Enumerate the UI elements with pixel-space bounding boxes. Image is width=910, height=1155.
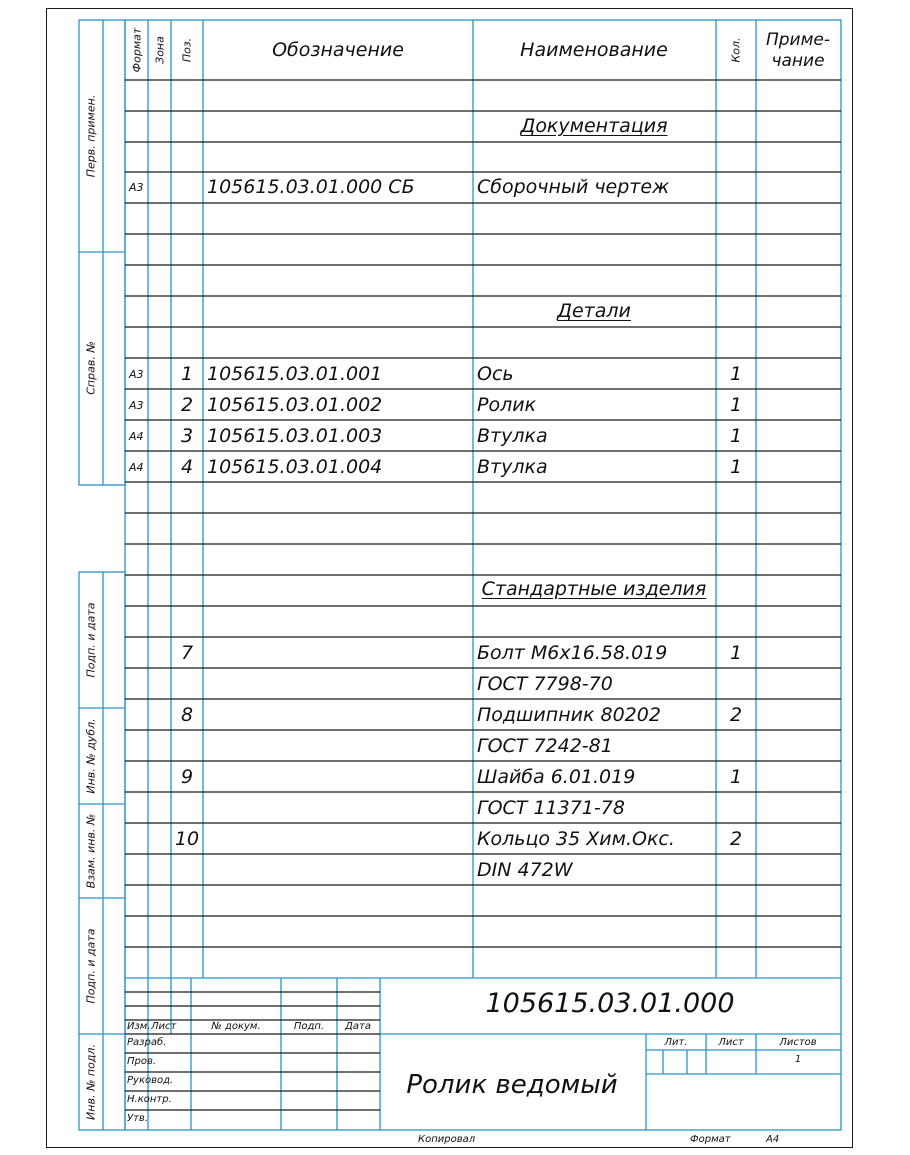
- row-name: Сборочный чертеж: [477, 176, 670, 198]
- tb-role: Пров.: [127, 1056, 157, 1067]
- tb-role: Утв.: [127, 1113, 148, 1124]
- row-qty: 1: [729, 363, 743, 385]
- row-name: ГОСТ 7242-81: [477, 735, 613, 757]
- row-pos: 1: [180, 363, 194, 385]
- footer-format-value: А4: [766, 1134, 780, 1145]
- row-qty: 2: [729, 704, 743, 726]
- tb-sheets: Листов: [779, 1037, 817, 1048]
- row-name: DIN 472W: [477, 859, 573, 881]
- section-standard: Стандартные изделия: [481, 578, 707, 600]
- drawing-title: Ролик ведомый: [406, 1070, 618, 1100]
- header-format: Формат: [130, 27, 144, 73]
- row-name: ГОСТ 7798-70: [477, 673, 613, 695]
- header-designation: Обозначение: [272, 39, 404, 61]
- header-name: Наименование: [520, 39, 668, 61]
- row-format: А3: [129, 399, 144, 412]
- tb-role: Руковод.: [127, 1075, 174, 1086]
- row-qty: 1: [729, 642, 743, 664]
- row-designation: 105615.03.01.000 СБ: [207, 176, 415, 198]
- row-name: Кольцо 35 Хим.Окс.: [477, 828, 675, 850]
- tb-col-doc-no: № докум.: [211, 1021, 261, 1032]
- header-note-2: чание: [771, 51, 825, 71]
- header-zone: Зона: [153, 36, 167, 64]
- footer-copied: Копировал: [418, 1134, 476, 1145]
- row-designation: 105615.03.01.001: [207, 363, 383, 385]
- margin-sign-date-2: Подп. и дата: [84, 928, 98, 1004]
- row-name: Болт М6х16.58.019: [477, 642, 668, 664]
- row-name: Ролик: [477, 394, 537, 416]
- row-pos: 8: [180, 704, 194, 726]
- row-format: А3: [129, 368, 144, 381]
- margin-replaces-inv: Взам. инв. №: [84, 813, 98, 889]
- margin-orig-inv: Инв. № подл.: [84, 1044, 98, 1120]
- tb-col-sheet: Лист: [151, 1021, 177, 1032]
- row-qty: 1: [729, 394, 743, 416]
- doc-number: 105615.03.01.000: [485, 988, 735, 1019]
- tb-col-date: Дата: [345, 1021, 371, 1032]
- tb-role: Н.контр.: [127, 1094, 172, 1105]
- row-qty: 2: [729, 828, 743, 850]
- row-format: А4: [129, 430, 144, 443]
- row-format: А3: [129, 181, 144, 194]
- row-pos: 4: [180, 456, 194, 478]
- tb-sheets-value: 1: [794, 1054, 802, 1065]
- row-qty: 1: [729, 766, 743, 788]
- row-pos: 10: [174, 828, 200, 850]
- row-pos: 7: [180, 642, 194, 664]
- margin-primary-use: Перв. примен.: [84, 94, 98, 178]
- row-qty: 1: [729, 456, 743, 478]
- tb-col-change: Изм.: [127, 1021, 151, 1032]
- header-pos: Поз.: [180, 37, 194, 63]
- tb-role: Разраб.: [127, 1037, 167, 1048]
- row-designation: 105615.03.01.004: [207, 456, 383, 478]
- tb-lit: Лит.: [664, 1037, 688, 1048]
- row-pos: 9: [180, 766, 194, 788]
- row-pos: 2: [180, 394, 194, 416]
- footer-format-label: Формат: [690, 1134, 731, 1145]
- tb-col-sign: Подп.: [293, 1021, 325, 1032]
- row-name: ГОСТ 11371-78: [477, 797, 625, 819]
- tb-sheet: Лист: [718, 1037, 744, 1048]
- section-parts: Детали: [557, 300, 631, 322]
- row-qty: 1: [729, 425, 743, 447]
- row-name: Втулка: [477, 456, 548, 478]
- margin-ref-no: Справ. №: [84, 341, 98, 395]
- section-documentation: Документация: [520, 115, 668, 137]
- row-name: Ось: [477, 363, 514, 385]
- margin-sign-date-1: Подп. и дата: [84, 602, 98, 678]
- row-designation: 105615.03.01.002: [207, 394, 383, 416]
- row-designation: 105615.03.01.003: [207, 425, 383, 447]
- row-name: Шайба 6.01.019: [477, 766, 636, 788]
- row-pos: 3: [180, 425, 194, 447]
- row-name: Подшипник 80202: [477, 704, 661, 726]
- margin-dup-inv: Инв. № дубл.: [84, 718, 98, 794]
- header-qty: Кол.: [729, 37, 743, 63]
- header-note-1: Приме-: [765, 30, 831, 50]
- row-name: Втулка: [477, 425, 548, 447]
- row-format: А4: [129, 461, 144, 474]
